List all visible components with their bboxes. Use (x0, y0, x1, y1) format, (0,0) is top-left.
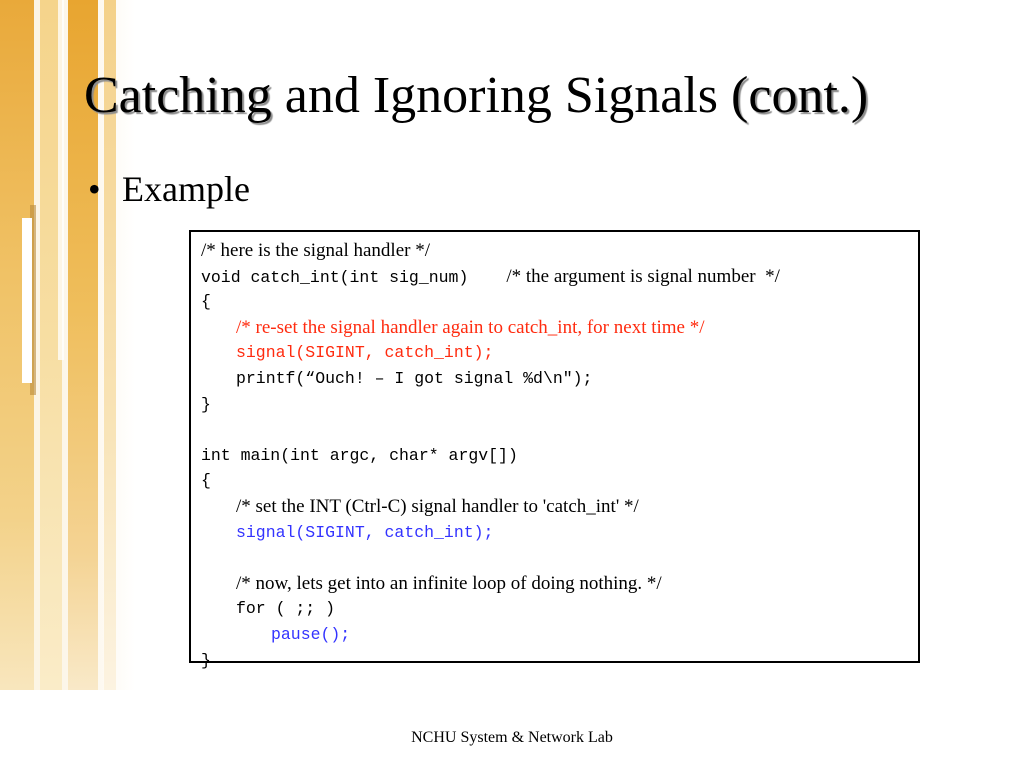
bullet-text: Example (122, 169, 250, 209)
code-line (201, 264, 908, 290)
decorative-highlight (22, 218, 32, 383)
code-line-highlight: signal(SIGINT, catch_int); (236, 522, 494, 542)
code-line: /* set the INT (Ctrl-C) signal handler to 'catch_int' */ (236, 495, 639, 517)
code-text: void catch_int(int sig_num) (201, 267, 469, 287)
code-line: } (201, 394, 211, 414)
code-line: /* here is the signal handler */ (201, 240, 430, 261)
code-line: int main(int argc, char* argv[]) (201, 445, 518, 465)
footer-text: NCHU System & Network Lab (411, 729, 613, 746)
code-example-box (189, 230, 920, 670)
decorative-highlight (58, 0, 64, 360)
code-line: /* now, lets get into an infinite loop of doing nothing. */ (236, 572, 662, 594)
code-comment: /* the argument is signal number */ (506, 265, 780, 287)
bullet-item (88, 168, 250, 210)
title-cont: (cont.) (731, 67, 869, 124)
code-blank-line (201, 545, 908, 571)
code-line: printf(“Ouch! – I got signal %d\n"); (236, 368, 593, 388)
title-middle: and Ignoring Signals (271, 67, 732, 124)
code-line: } (201, 650, 211, 670)
code-blank-line (201, 417, 908, 443)
slide-title (84, 66, 868, 125)
code-line: { (201, 471, 211, 491)
code-line-highlight: signal(SIGINT, catch_int); (236, 343, 494, 363)
code-line: { (201, 292, 211, 312)
code-line-highlight: pause(); (271, 624, 351, 644)
code-line-highlight: /* re-set the signal handler again to catch_int, for next time */ (236, 316, 705, 338)
code-line: for ( ;; ) (236, 599, 336, 619)
title-catching: Catching (84, 67, 272, 124)
bullet-icon: • (88, 169, 101, 209)
